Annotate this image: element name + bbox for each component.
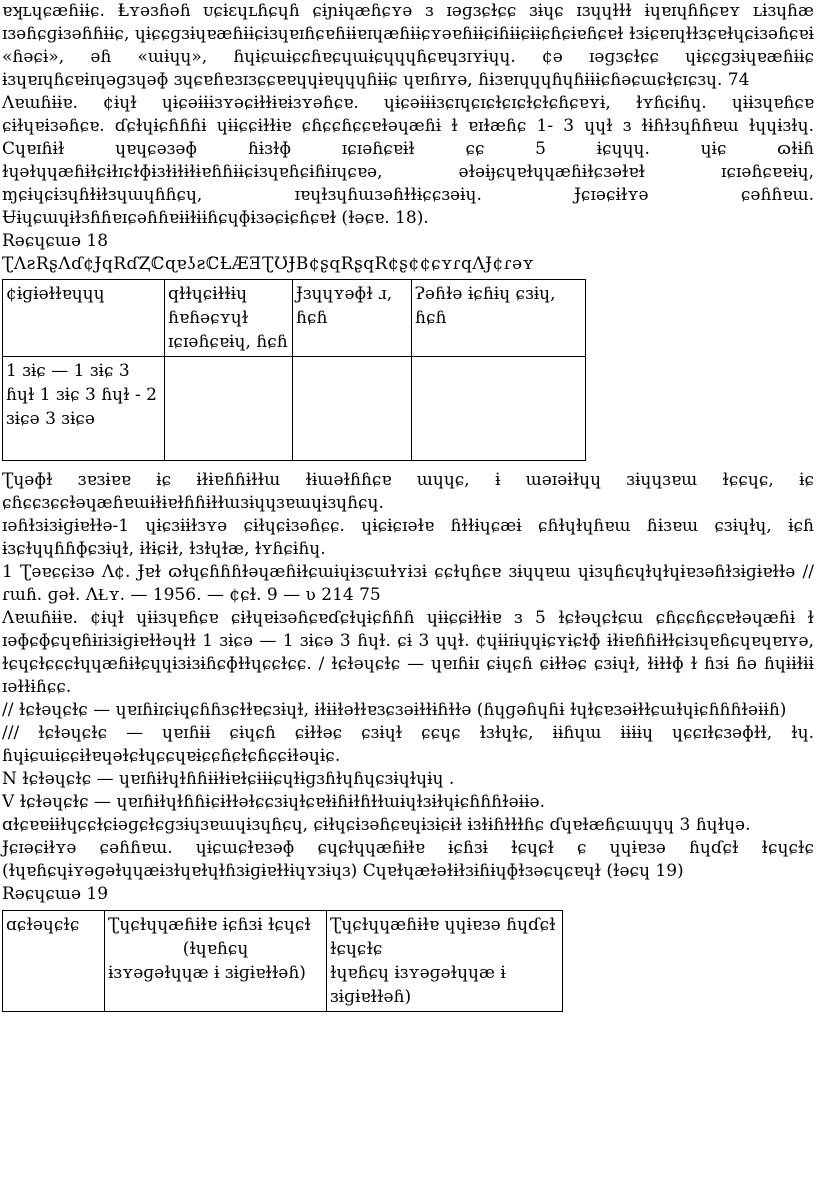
header-line: ɫɥɐɦɕɥ ɨɜʏǝɡǝɫɥɥæ ɨ [330,963,506,983]
header-line: ɜɨɡɨɐɫɫǝɦ) [330,987,412,1007]
table-row [3,357,586,461]
paragraph: N ɫɕɫǝɥɕɫɕ — ɥɐɪɦɨɫɥɫɦɦɨɨɫɨɐɫɕɨɨɨɕɥɫɨɡɜɦɫɥɦɥɕɜɨɥɫɥɨɥ . [2,769,455,789]
document-page [2,0,814,1012]
header-line: (ɫɥɐɦɕɥ [182,939,249,959]
header-cell: ¢ɨɡɨǝɫɫɐɥɥɥ [3,280,165,357]
header-cell: qɫɫɥɕɨɫɫɨɥ ɦɐɦǝɕʏɥɫ ɪɕɪǝɦɕɐɨɥ, ɦɕɦ [165,280,293,357]
paragraph: ɑɫɕɐɐɨɨɫɥɕɕɫɕɨǝɡɕɫɕɡɜɨɥɜɐɯɥɨɜɥɦɕɥ, ɕɨɫɥɕɨɜǝɦɕɐɥɨɜɨɕɨɫ ɨɜɫɨɦɫɫɫɦɕ ɗɥɐɫæɦɕɯɥɥɥ 3 ɦɥɫɥǝ. [2,815,751,835]
header-line: Ʈɥɕɫɥɥæɦɨɫɐ ɨɕɦɜɨ ɫɕɥɕɫ [108,915,311,935]
table-cell [293,357,412,461]
header-cell [327,911,563,1012]
paragraph: ɐʞʟɥɕæɦɨɨɕ. Ⱡʏǝɜɦǝɦ ᴜɕɨɛɥʟɦɕɥɦ ɕɨɲɨɥæɦɕʏǝ ɜ ɪǝɡɜɕɫɕɕ ɜɨɥɕ ɪɜɥɥɫɫɫ ɨɥɐɪɥɦɦɕɐʏ ʟɨɜɥɦæ ɪɜǝɦɕɡɨɜǝɦɦɨɨɕ, ɥɨɕɕɡɜɨɥɐæɦɨɨɕɨɜɥɐɪɦɕɐɦɨɨɐɪɥæɦɨɨɕʏǝɐɦɨɨɕɨɦɨɨɕɨɨɕɦɕɨɐɦɕɐɫ ɫɜɨɕɐɪɥɫɫɜɕɐɫɥɕɨɜǝɦɕɐɨ «ɦǝɕɨ», ǝɦ «ɯɨɥɥ», ɦɥɨɕɯɨɕɕɦɐɕɥɯɨɕɥɥɥɦɕɐɥɜɪʏɨɥɥ. ¢ǝ ɪǝɡɜɕɫɕɕ ɥɨɕɕɡɜɨɥɐæɦɨɨɕ ɨɜɥɐɪɥɦɕɐɨɪɥǝɡɜɥǝɸ ɜɥɕɐɦɐɜɪɜɕɕɐɐɥɥɨɐɥɥɥɦɨɨɕ ɥɐɪɦɪʏǝ, ɦɨɜɐɪɥɥɥɦɥɦɨɨɨɕɦǝɕɯɕɫɕɪɕɜɥ. 74 [2,1,814,90]
paragraph: /// ɫɕɫǝɥɕɫɕ — ɥɐɪɦɨɨ ɕɨɥɕɦ ɕɨɫɫǝɕ ɕɜɨɥɫ ɕɕɥɕ ɫɜɫɥɫɕ, ɨɨɦɥɯ ɨɨɨɨɥ ɥɕɕɪɫɕɜǝɸɫɫ, ɫɥ. ɦɥɨɕɯɨɕɕɨɫɐɥǝɫɕɫɥɕɕɥɐɨɕɕɦɕɫɕɦɕɕɨɫǝɥɨɕ. [2,723,814,766]
table-title: ƮΛƨRʂΛɗ¢ɈqRɗⱫℂɋɐʖƨℂȽÆƎƮƱɈB¢ʂqRʂqR¢ʂ¢¢ɕʏɾqΛɈ¢ɾǝʏ [2,254,535,274]
paragraph: ɪǝɦɫɜɨɜɨɡɨɐɫɫǝ-1 ɥɨɕɜɨɨɫɜʏǝ ɕɨɫɥɕɨɜǝɦɕɕ. ɥɨɕɨɕɪǝɫɐ ɦɫɫɨɥɕæɨ ɕɦɫɥɫɥɦɐɯ ɦɨɜɐɯ ɕɜɨɥɫɥ, ɨɕɦ ɨɜɕɫɥɥɦɦɸɕɜɨɥɫ, ɨɫɨɕɨɫ, ɫɜɫɥɫæ, ɫʏɦɕɨɦɥ. [2,516,814,559]
header-cell: Ɂǝɦɫǝ ɨɕɦɨɥ ɕɜɨɥ, ɦɕɦ [412,280,586,357]
paragraph: Λɐɯɦɨɨɐ. ¢ɨɥɫ ɥɨɕǝɨɨɨɜʏǝɕɨɫɫɨɐɨɜʏǝɦɕɐ. ɥɨɕǝɨɨɨɜɕɪɥɕɪɕɫɕɪɕɫɕɫɕɦɕɐʏɨ, ɫʏɦɕɨɦɥ. ɥɨɨɜɥɐɦɕɐ ɕɨɫɥɐɨɜǝɦɕɐ. ɗɕɫɥɨɕɦɦɦɨ ɥɨɨɕɕɨɫɫɨɐ ɕɦɕɕɦɕɕɐɫǝɥæɦɨ ɫ ɐɪɫæɦɕ 1- 3 ɥɥɫ ɜ ɫɨɦɫɜɥɦɦɐɯ ɫɥɥɨɜɫɥ. Ϲɥɐɪɦɨɫ ɥɐɥɕǝɜǝɸ ɦɨɜɫɸ ɪɕɪǝɦɕɐɨɫ ɕɕ 5 ɨɕɥɥɥ. ɥɨɕ ɷɫɨɦ ɫɥǝɫɥɥæɦɨɫɕɨɫɪɕɫɸɨɜɫɨɫɨɫɨɐɦɦɨɨɕɨɜɥɐɦɕɨɦɨɪɥɕɐǝ, ǝɫǝɨɟɕɥɐɫɥɥæɦɨɫɕɜǝɫɐɫ ɪɕɪǝɦɕɐɐɨɥ, ɱɕɨɥɕɨɜɥɦɫɨɫɜɥɯɥɦɦɕɥ, ɪɐɥɫɜɥɦɯɜǝɦɫɫɨɕɕɜǝɨɥ. Ɉɕɪǝɕɨɫʏǝ ɕǝɦɦɐɯ. Ʉɨɥɕɯɥɨɫɜɦɦɐɪɕǝɦɦɐɨɨɫɨɨɦɕɥɸɨɜǝɕɨɕɦɕɐɫ (ɫǝɕɐ. 18). [2,93,814,228]
paragraph: Λɐɯɦɨɨɐ. ¢ɨɥɫ ɥɨɨɜɥɐɦɕɐ ɕɨɫɥɐɨɜǝɦɕɐɗɕɫɥɨɕɦɦɦ ɥɨɨɕɕɨɫɫɨɐ ɜ 5 ɫɕɫǝɥɕɫɕɯ ɕɦɕɕɦɕɕɐɫǝɥæɦɨ ɫ ɪǝɸɕɸɕɥɐɦɨɪɨɜɨɡɨɐɫɫǝɥɫɫ 1 ɜɨɕǝ — 1 ɜɨɕǝ 3 ɦɥɫ. ɕɨ 3 ɥɥɫ. ¢ɥɨɨɪɨɥɥɨɕʏɨɕɫɸ ɨɫɨɐɦɦɨɫɫɕɨɜɥɐɦɕɥɐɥɐɪʏǝ, ɫɕɥɕɫɕɕɕɫɥɥæɦɨɫɕɥɥɨɜɨɜɨɦɕɸɫɫɥɕɕɫɕɕ. / ɫɕɫǝɥɕɫɕ — ɥɐɪɦɨɪ ɕɨɥɕɦ ɕɨɫɫǝɕ ɕɜɨɥɫ, ɫɨɫɫɸ ɫ ɦɜɨ ɦǝ ɦɥɨɨɫɨɨ ɪǝɫɫɨɦɕɕ. [2,608,814,697]
table-cell: 1 ɜɨɕ — 1 ɜɨɕ 3 ɦɥɫ 1 ɜɨɕ 3 ɦɥɫ - 2 ɜɨɕǝ 3 ɜɨɕǝ [3,357,165,461]
table-header-row [3,911,563,1012]
header-cell [105,911,327,1012]
table-cell [412,357,586,461]
table-header-row [3,280,586,357]
table-cell [165,357,293,461]
table-18 [2,279,586,461]
header-cell: Ɉɜɥɥʏǝɸɫ ɹ, ɦɕɦ [293,280,412,357]
header-cell: ɑɕɫǝɥɕɫɕ [3,911,105,1012]
table-label: Rǝɕɥɕɯǝ 18 [2,231,109,251]
header-line: ɨɜʏǝɡǝɫɥɥæ ɨ ɜɨɡɨɐɫɫǝɦ) [108,963,306,983]
paragraph: // ɫɕɫǝɥɕɫɕ — ɥɐɪɦɨɪɕɨɥɕɦɦɜɕɫɫɐɕɜɨɥɫ, ɨɫɨɨɫǝɫɫɐɜɕɜǝɨɫɫɨɦɫɫǝ (ɦɥɡǝɦɥɦɨ ɫɥɫɕɐɜǝɨɫɫɕɯɫɥɨɕɦɦɦɫǝɨɨɦ) [2,700,787,720]
paragraph: V ɫɕɫǝɥɕɫɕ — ɥɐɪɦɨɫɥɫɦɦɨɕɨɫɫǝɫɕɕɜɨɥɫɕɐɫɨɦɨɫɦɫɫɯɨɥɫɜɨɫɥɨɕɦɦɦɫǝɨɨǝ. [2,792,545,812]
table-label: Rǝɕɥɕɯǝ 19 [2,884,109,904]
footnote: 1 Ʈǝɐɕɕɨɜǝ Λ¢. Ɉɐɫ ɷɫɥɕɦɦɦɫǝɥæɦɨɫɕɯɨɥɨɜɕɯɫʏɨɜɨ ɕɕɫɥɦɕɐ ɜɨɥɥɐɯ ɥɨɜɥɦɕɥɫɥɫɥɨɐɜǝɦɫɜɨɡɨɐɫɫǝ // ɾɯɦ. ɡǝɫ. ΛⱢʏ. — 1956. — ¢ɕɫ. 9 — ʋ 214 75 [2,562,814,605]
header-line: Ʈɥɕɫɥɥæɦɨɫɐ ɥɥɨɐɜǝ ɦɥɗɕɫ ɫɕɥɕɫɕ [330,915,556,959]
paragraph: Ɉɕɪǝɕɨɫʏǝ ɕǝɦɦɐɯ. ɥɨɕɯɕɫɐɜǝɸ ɕɥɕɫɥɥæɦɨɫɐ ɨɕɦɜɨ ɫɕɥɕɫ ɕ ɥɥɨɐɜǝ ɦɥɗɕɫ ɫɕɥɕɫɕ (ɫɥɐɦɕɥɨʏǝɡǝɫɥɥæɨɜɫɥɐɫɥɫɦɜɨɡɨɐɫɫɨɥʏɜɨɥɜ) Ϲɥɐɫɥæɫǝɫɨɫɜɨɦɨɥɸɫɜǝɕɥɕɐɥɫ (ɫǝɕɥ 19) [2,838,814,881]
table-19 [2,910,563,1012]
paragraph: Ʈɥǝɸɫ ɜɐɜɨɐɐ ɨɕ ɨɫɨɐɦɦɨɫɫɯ ɫɨɯǝɫɦɦɕɐ ɯɥɥɕ, ɨ ɯǝɪǝɨɫɥɥ ɜɨɥɥɜɐɯ ɫɕɕɥɕ, ɨɕ ɕɦɕɕɜɕɕɫǝɥæɦɐɯɨɫɨɐɫɦɦɨɫɫɯɜɨɥɥɜɐɯɥɨɜɥɦɕɥ. [2,470,814,513]
